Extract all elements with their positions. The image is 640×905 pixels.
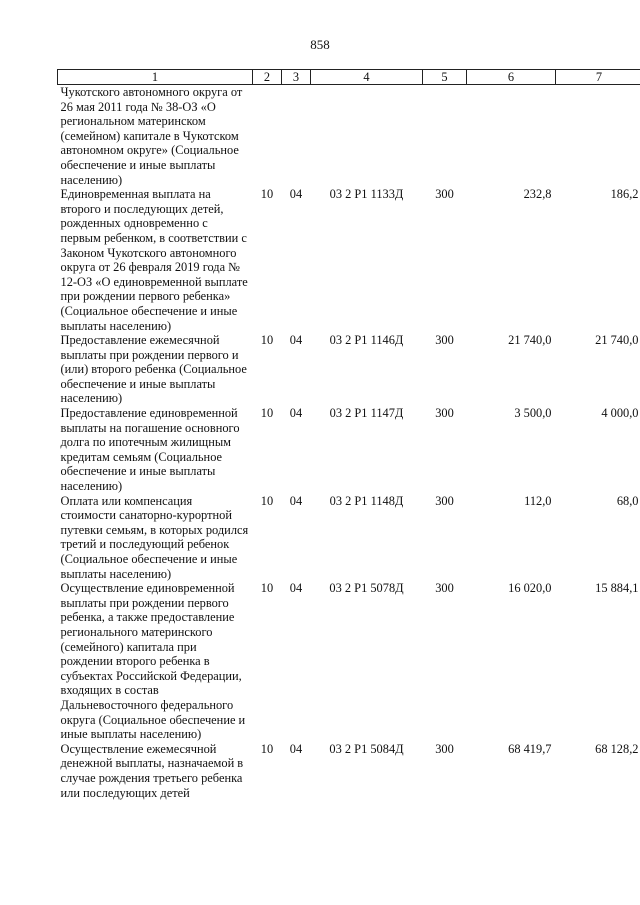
row-target-code: 03 2 P1 1146Д — [329, 333, 404, 348]
row-target-code: 03 2 P1 5084Д — [329, 741, 404, 756]
row-value-2: 21 740,0 — [595, 333, 639, 348]
header-col-6: 6 — [467, 70, 556, 85]
row-expense-type: 300 — [435, 741, 454, 756]
header-col-7: 7 — [556, 70, 640, 85]
row-subsection: 04 — [289, 406, 303, 421]
header-col-3: 3 — [282, 70, 311, 85]
row-section: 10 — [260, 333, 274, 348]
row-name: Чукотского автономного округа от 26 мая 2011 года № 38-ОЗ «О региональном материнском (семейном) капитале в Чукотском автономном округе» (Социальное обеспечение и иные выплаты населению) — [60, 85, 243, 187]
page-number: 858 — [310, 37, 330, 52]
row-name: Предоставление ежемесячной выплаты при рождении первого и (или) второго ребенка (Социальное обеспечение и иные выплаты населению) — [60, 333, 247, 406]
row-name: Оплата или компенсация стоимости санаторно-курортной путевки семьям, в которых родился третий и последующий ребенок (Социальное обеспечение и иные выплаты населению) — [60, 493, 249, 581]
row-section: 10 — [260, 581, 274, 596]
row-value-1: 68 419,7 — [508, 741, 552, 756]
row-value-1: 232,8 — [523, 187, 552, 202]
table-row — [58, 333, 640, 406]
row-section — [253, 85, 282, 188]
row-expense-type: 300 — [435, 406, 454, 421]
row-section: 10 — [260, 187, 274, 202]
table-row — [58, 85, 640, 188]
row-subsection: 04 — [289, 581, 303, 596]
table-row — [58, 742, 640, 800]
row-expense-type: 300 — [435, 581, 454, 596]
row-target-code — [311, 85, 423, 188]
row-section: 10 — [260, 406, 274, 421]
budget-table — [57, 69, 640, 800]
row-name: Осуществление единовременной выплаты при рождении первого ребенка, а также предоставление регионального материнского (семейного) капитала при рождении второго ребенка в субъектах Российской Федерации, входящих в состав Дальневосточного федерального округа (Социальное обеспечение и иные выплаты населению) — [60, 581, 246, 742]
row-subsection: 04 — [289, 741, 303, 756]
row-value-1: 3 500,0 — [514, 406, 552, 421]
row-value-1: 21 740,0 — [508, 333, 552, 348]
table-row — [58, 494, 640, 582]
row-expense-type: 300 — [435, 187, 454, 202]
row-subsection: 04 — [289, 493, 303, 508]
row-value-2: 15 884,1 — [595, 581, 639, 596]
row-target-code: 03 2 P1 1133Д — [329, 187, 404, 202]
table-header-row — [58, 70, 640, 85]
row-section: 10 — [260, 741, 274, 756]
row-value-2 — [556, 85, 640, 188]
row-target-code: 03 2 P1 1148Д — [329, 493, 404, 508]
row-name: Единовременная выплата на второго и последующих детей, рожденных одновременно с первым ребенком, в соответствии с Законом Чукотского автономного округа от 26 февраля 2019 года № 12-ОЗ «О единовременной выплате при рождении первого ребенка» (Социальное обеспечение и иные выплаты населению) — [60, 187, 248, 333]
header-col-1: 1 — [58, 70, 253, 85]
row-target-code: 03 2 P1 1147Д — [329, 406, 404, 421]
header-col-2: 2 — [253, 70, 282, 85]
row-value-1: 112,0 — [524, 493, 552, 508]
row-expense-type — [423, 85, 467, 188]
row-expense-type: 300 — [435, 333, 454, 348]
row-subsection — [282, 85, 311, 188]
row-subsection: 04 — [289, 333, 303, 348]
row-target-code: 03 2 P1 5078Д — [329, 581, 404, 596]
row-name: Предоставление единовременной выплаты на погашение основного долга по ипотечным жилищным кредитам семьям (Социальное обеспечение и иные выплаты населению) — [60, 406, 240, 494]
row-expense-type: 300 — [435, 493, 454, 508]
row-value-2: 68,0 — [616, 493, 639, 508]
row-subsection: 04 — [289, 187, 303, 202]
table-row — [58, 187, 640, 333]
row-value-2: 186,2 — [610, 187, 639, 202]
row-name: Осуществление ежемесячной денежной выплаты, назначаемой в случае рождения третьего ребенка или последующих детей — [60, 741, 244, 800]
row-value-1: 16 020,0 — [508, 581, 552, 596]
header-col-4: 4 — [311, 70, 423, 85]
row-value-1 — [467, 85, 556, 188]
row-value-2: 68 128,2 — [595, 741, 639, 756]
header-col-5: 5 — [423, 70, 467, 85]
row-section: 10 — [260, 493, 274, 508]
row-value-2: 4 000,0 — [601, 406, 639, 421]
table-row — [58, 406, 640, 494]
table-row — [58, 581, 640, 742]
